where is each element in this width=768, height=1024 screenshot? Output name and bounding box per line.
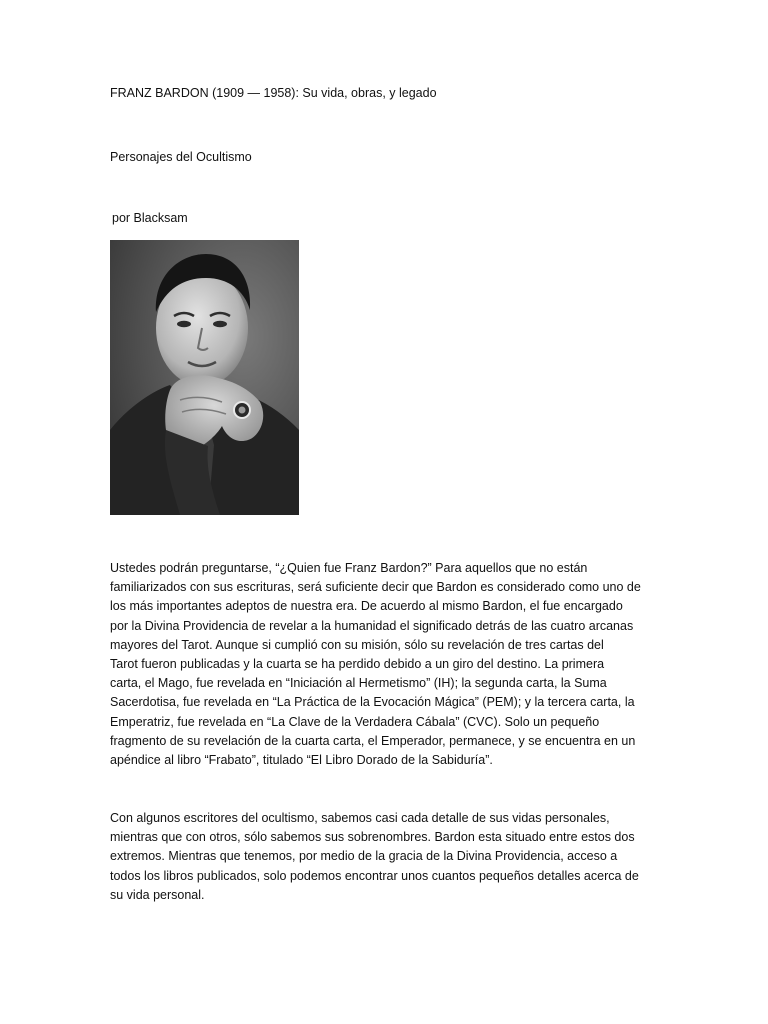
paragraph-line: extremos. Mientras que tenemos, por medio de la gracia de la Divina Providencia, acceso a	[110, 849, 618, 864]
paragraph-line: Emperatriz, fue revelada en “La Clave de la Verdadera Cábala” (CVC). Solo un pequeño	[110, 714, 600, 729]
paragraph-intro	[110, 559, 670, 770]
author-byline: por Blacksam	[112, 211, 188, 225]
paragraph-line: los más importantes adeptos de nuestra era. De acuerdo al mismo Bardon, el fue encargado	[110, 599, 623, 614]
paragraph-line: Ustedes podrán preguntarse, “¿Quien fue Franz Bardon?” Para aquellos que no están	[110, 561, 588, 575]
paragraph-line: carta, el Mago, fue revelada en “Iniciación al Hermetismo” (IH); la segunda carta, la Suma	[110, 676, 607, 691]
paragraph-personal-life	[110, 809, 670, 905]
author-portrait-photo	[110, 240, 299, 515]
paragraph-line: todos los libros publicados, solo podemos encontrar unos cuantos pequeños detalles acerca de	[110, 868, 639, 883]
paragraph-line: Con algunos escritores del ocultismo, sabemos casi cada detalle de sus vidas personales,	[110, 811, 610, 825]
paragraph-line: mientras que con otros, sólo sabemos sus sobrenombres. Bardon esta situado entre estos dos	[110, 830, 635, 845]
paragraph-line: mayores del Tarot. Aunque si cumplió con su misión, sólo su revelación de tres cartas del	[110, 637, 604, 652]
document-title: FRANZ BARDON (1909 — 1958): Su vida, obras, y legado	[110, 86, 437, 100]
document-subtitle: Personajes del Ocultismo	[110, 150, 252, 164]
portrait-illustration	[110, 240, 299, 515]
paragraph-line: familiarizados con sus escrituras, será suficiente decir que Bardon es considerado como uno de	[110, 580, 641, 595]
paragraph-line: por la Divina Providencia de revelar a la humanidad el significado detrás de las cuatro arcanas	[110, 618, 634, 633]
paragraph-line: fragmento de su revelación de la cuarta carta, el Emperador, permanece, y se encuentra en un	[110, 733, 636, 748]
paragraph-line: Tarot fueron publicadas y la cuarta se ha perdido debido a un giro del destino. La primera	[110, 657, 605, 672]
paragraph-line: apéndice al libro “Frabato”, titulado “El Libro Dorado de la Sabiduría”.	[110, 753, 493, 768]
paragraph-line: su vida personal.	[110, 887, 205, 902]
paragraph-line: Sacerdotisa, fue revelada en “La Práctica de la Evocación Mágica” (PEM); y la tercera carta, la	[110, 695, 635, 710]
